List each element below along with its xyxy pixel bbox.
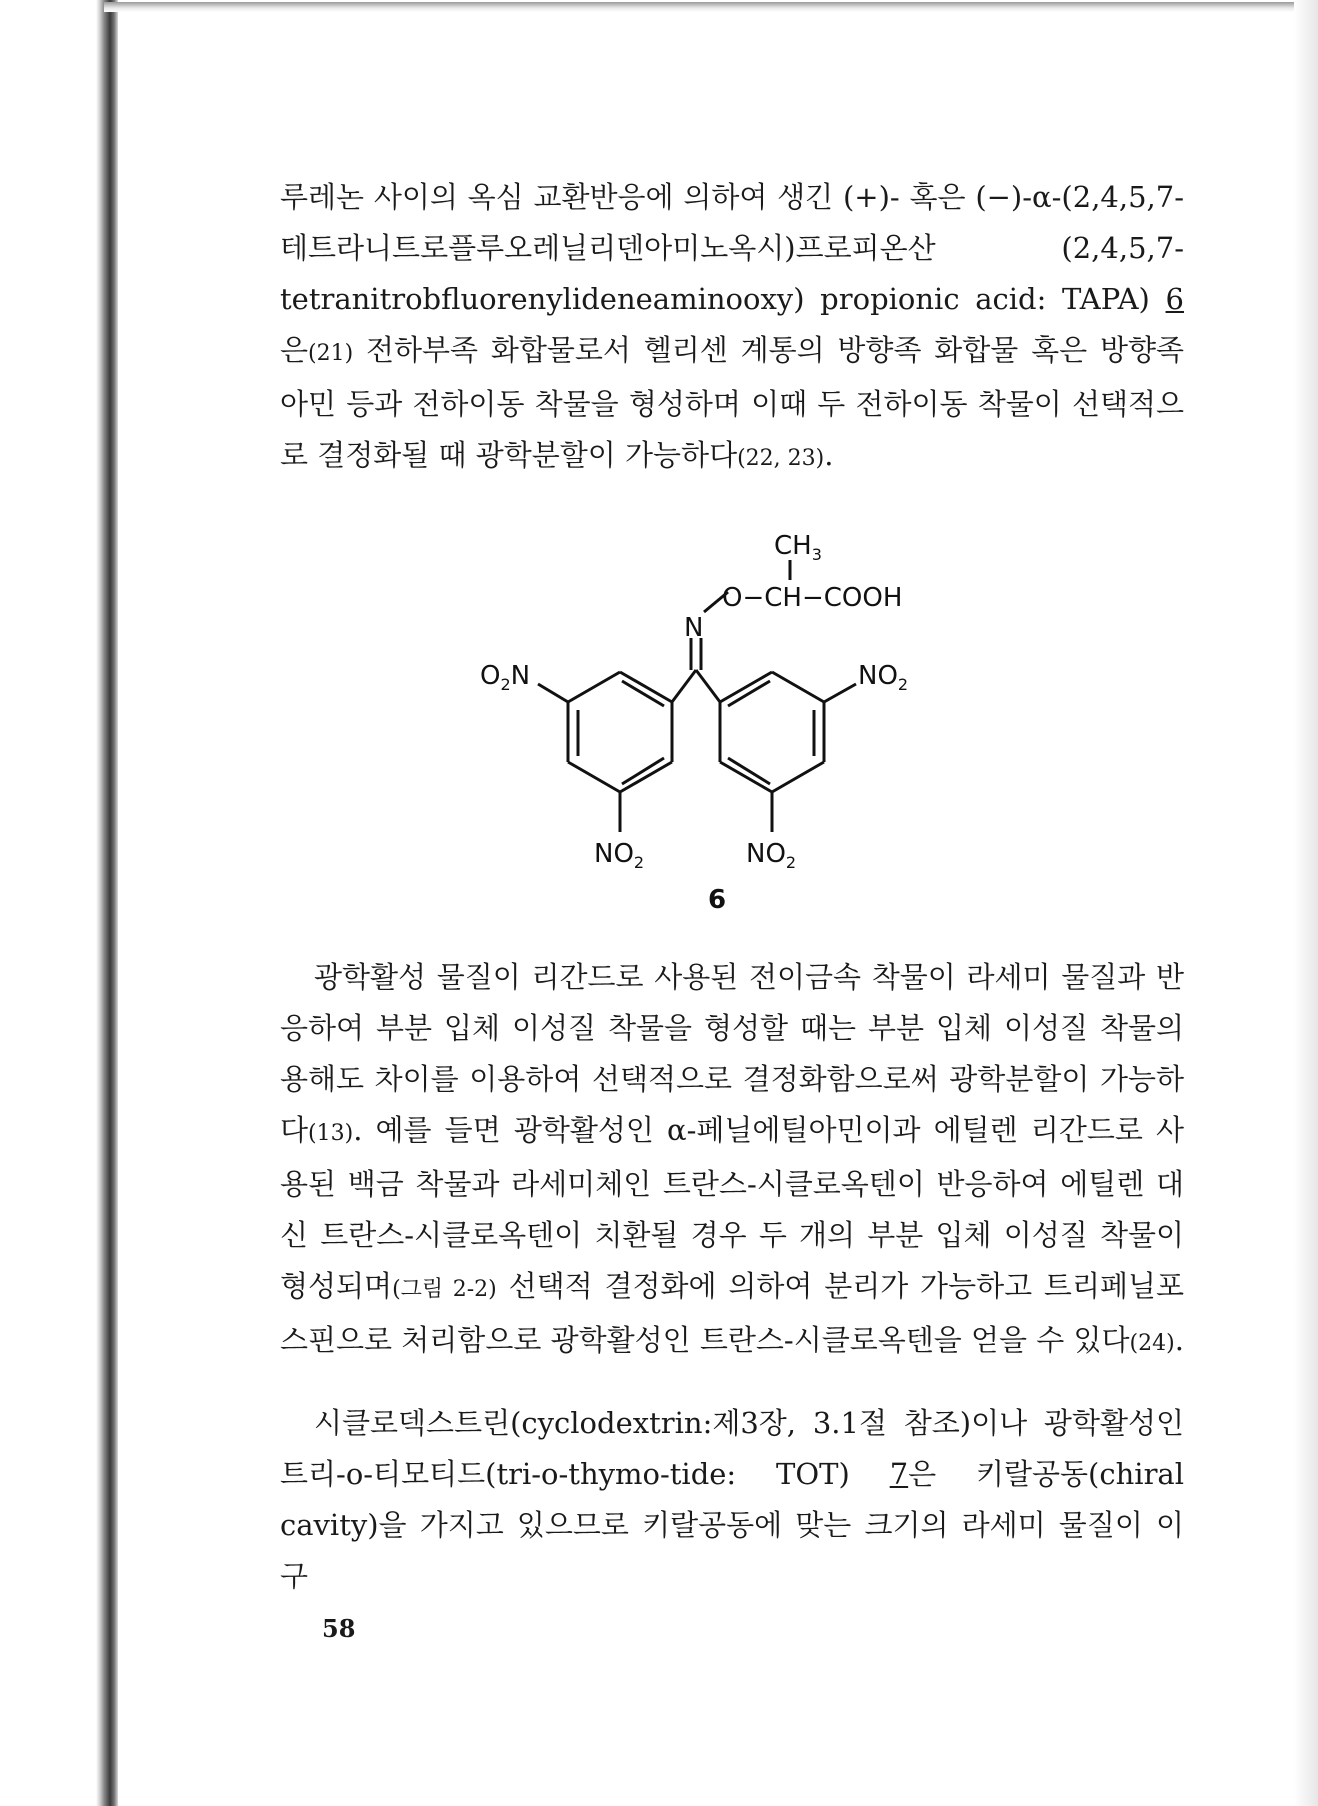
nitro-bottom-left-subscript: 2 (633, 853, 645, 872)
citation-21: (21) (308, 341, 354, 366)
figure-ref-2-2: (그림 2-2) (392, 1277, 497, 1302)
paragraph1-end: . (824, 438, 834, 472)
paragraph-transition-metal (280, 952, 1184, 1369)
oxy-chain: O−CH−COOH (722, 583, 903, 613)
page-number: 58 (322, 1614, 356, 1643)
compound-ref-7: 7 (889, 1457, 909, 1491)
nitro-bottom-right: NO (746, 839, 786, 869)
nitro-left-subscript: 2 (500, 675, 511, 694)
structure-label: 6 (708, 885, 727, 915)
nitro-right-subscript: 2 (897, 675, 909, 694)
compound-ref-6: 6 (1165, 282, 1184, 316)
svg-text:O2N (480, 661, 530, 694)
citation-22-23: (22, 23) (737, 446, 825, 471)
nitro-bottom-left: NO (594, 839, 634, 869)
paragraph-tapa (280, 172, 1184, 484)
paragraph1-mid: 은 (280, 333, 309, 367)
paragraph2-text-a: 광학활성 물질이 리간드로 사용된 전이금속 착물이 라세미 물질과 반응하여 부분 입체 이성질 착물을 형성할 때는 부분 입체 이성질 착물의 용해도 차이를 이용하여 선택적으로 결정화함으로써 광학분할이 가능하다 (280, 960, 1184, 1147)
page-right-shade (1294, 0, 1318, 1806)
nitro-right: NO (858, 661, 898, 691)
paragraph2-end: . (1174, 1323, 1184, 1357)
chemical-structure-tapa (470, 520, 970, 920)
page-binding-edge (0, 0, 118, 1806)
nitro-left-n: N (510, 661, 531, 691)
citation-13: (13) (308, 1121, 354, 1146)
svg-text:NO2 (746, 839, 796, 872)
svg-text:CH3 (774, 531, 822, 564)
citation-24: (24) (1129, 1331, 1175, 1356)
methyl-group: CH (774, 531, 812, 561)
nitro-left-o: O (480, 661, 501, 691)
nitro-bottom-right-subscript: 2 (785, 853, 797, 872)
paragraph2-text-b: . 예를 들면 광학활성인 α-페닐에틸아민이과 에틸렌 리간드로 사용된 백금 착물과 라세미체인 트란스-시클로옥텐이 반응하여 에틸렌 대신 트란스-시클로옥텐이 치환될 경우 두 개의 부분 입체 이성질 착물이 형성되며 (280, 1113, 1185, 1303)
svg-text:NO2 (858, 661, 908, 694)
paragraph2-text-c: 선택적 결정화에 의하여 분리가 가능하고 트리페닐포스핀으로 처리함으로 광학활성인 트란스-시클로옥텐을 얻을 수 있다 (280, 1269, 1185, 1357)
svg-text:NO2 (594, 839, 644, 872)
imine-nitrogen: N (684, 613, 704, 643)
paragraph1-body: 전하부족 화합물로서 헬리센 계통의 방향족 화합물 혹은 방향족 아민 등과 전하이동 착물을 형성하며 이때 두 전하이동 착물이 선택적으로 결정화될 때 광학분할이 가능하다 (280, 333, 1184, 472)
methyl-subscript: 3 (811, 545, 822, 564)
paragraph3-text-b: 은 키랄공동(chiral cavity)을 가지고 있으므로 키랄공동에 맞는 크기의 라세미 물질이 이 구 (280, 1457, 1184, 1593)
page-top-edge (104, 2, 1318, 12)
paragraph-cyclodextrin (280, 1398, 1184, 1602)
paragraph3-text-a: 시클로덱스트린(cyclodextrin:제3장, 3.1절 참조)이나 광학활성인 트리-o-티모티드(tri-o-thymo-tide: TOT) (280, 1406, 1184, 1491)
paragraph1-lead: 루레논 사이의 옥심 교환반응에 의하여 생긴 (+)- 혹은 (−)-α-(2,4,5,7-테트라니트로플루오레닐리덴아미노옥시)프로피온산 (2,4,5,7-tetranitrobfluorenylideneaminooxy) propionic acid: TAPA) (280, 180, 1184, 316)
